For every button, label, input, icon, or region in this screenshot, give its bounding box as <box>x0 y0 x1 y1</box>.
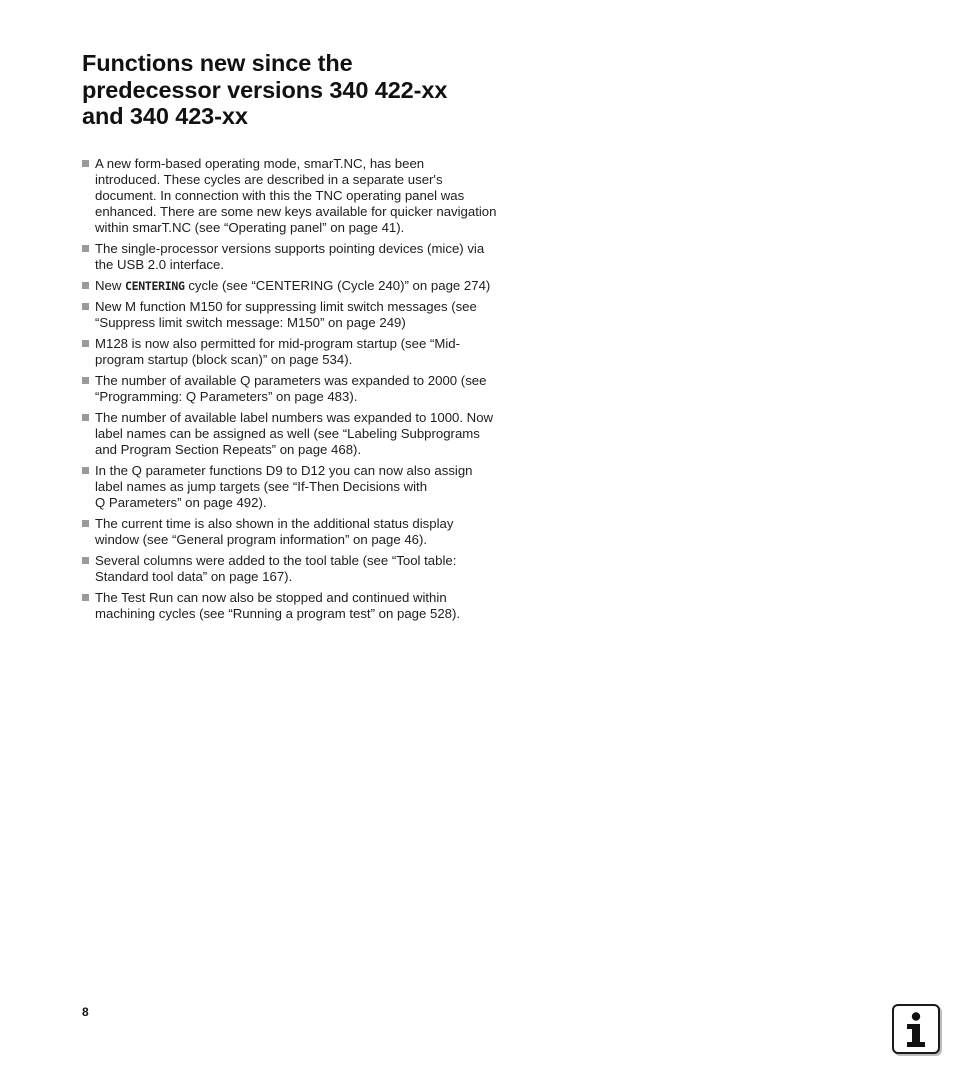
list-item <box>82 299 532 331</box>
bullet-square-icon <box>82 414 89 421</box>
list-item-line <box>95 278 532 294</box>
list-item-line: The number of available label numbers was expanded to 1000. Now <box>95 410 494 425</box>
list-item <box>82 336 532 368</box>
bullet-square-icon <box>82 594 89 601</box>
list-item-line: In the Q parameter functions D9 to D12 you can now also assign <box>95 463 473 478</box>
list-item-line: M128 is now also permitted for mid-program startup (see “Mid- <box>95 336 460 351</box>
list-item-line: the USB 2.0 interface. <box>95 257 225 272</box>
list-item-suffix: cycle (see “CENTERING (Cycle 240)” on page 274) <box>184 278 491 293</box>
list-item <box>82 156 532 236</box>
list-item-line: enhanced. There are some new keys available for quicker navigation <box>95 204 497 219</box>
info-button[interactable] <box>892 1004 940 1054</box>
list-item <box>82 463 532 511</box>
list-item <box>82 241 532 273</box>
list-item-line: “Suppress limit switch message: M150” on page 249) <box>95 315 406 330</box>
bullet-square-icon <box>82 520 89 527</box>
list-item <box>82 410 532 458</box>
page-title <box>82 50 602 130</box>
bullet-square-icon <box>82 245 89 252</box>
list-item-line: introduced. These cycles are described in a separate user's <box>95 172 443 187</box>
list-item-line: program startup (block scan)” on page 534). <box>95 352 353 367</box>
list-item-line: New M function M150 for suppressing limit switch messages (see <box>95 299 477 314</box>
list-item <box>82 590 532 622</box>
list-item-prefix: New <box>95 278 126 293</box>
list-item-line: The Test Run can now also be stopped and continued within <box>95 590 447 605</box>
list-item-line: Q Parameters” on page 492). <box>95 495 267 510</box>
bullet-square-icon <box>82 557 89 564</box>
bullet-square-icon <box>82 340 89 347</box>
info-icon <box>894 1006 938 1052</box>
page-title-line: and 340 423-xx <box>82 103 248 129</box>
list-item-line: window (see “General program information” on page 46). <box>95 532 428 547</box>
bullet-square-icon <box>82 467 89 474</box>
list-item-line: and Program Section Repeats” on page 468). <box>95 442 362 457</box>
bullet-square-icon <box>82 282 89 289</box>
page-number: 8 <box>82 1005 89 1019</box>
list-item-line: Several columns were added to the tool table (see “Tool table: <box>95 553 457 568</box>
list-item <box>82 516 532 548</box>
bullet-square-icon <box>82 160 89 167</box>
list-item-line: document. In connection with this the TNC operating panel was <box>95 188 465 203</box>
bullet-square-icon <box>82 303 89 310</box>
feature-list <box>82 156 532 627</box>
bullet-square-icon <box>82 377 89 384</box>
list-item-line: label names can be assigned as well (see “Labeling Subprograms <box>95 426 480 441</box>
list-item-line: A new form-based operating mode, smarT.NC, has been <box>95 156 425 171</box>
list-item-line: label names as jump targets (see “If-Then Decisions with <box>95 479 428 494</box>
list-item <box>82 553 532 585</box>
list-item <box>82 278 532 294</box>
list-item-line: within smarT.NC (see “Operating panel” on page 41). <box>95 220 405 235</box>
cycle-code: CENTERING <box>125 279 185 293</box>
list-item-line: The current time is also shown in the additional status display <box>95 516 454 531</box>
list-item-line: The number of available Q parameters was expanded to 2000 (see <box>95 373 487 388</box>
page-title-line: Functions new since the <box>82 50 353 76</box>
list-item <box>82 373 532 405</box>
list-item-line: “Programming: Q Parameters” on page 483). <box>95 389 358 404</box>
list-item-line: machining cycles (see “Running a program test” on page 528). <box>95 606 461 621</box>
page-title-line: predecessor versions 340 422-xx <box>82 76 448 103</box>
list-item-line: The single-processor versions supports pointing devices (mice) via <box>95 241 485 256</box>
list-item-line: Standard tool data” on page 167). <box>95 569 293 584</box>
